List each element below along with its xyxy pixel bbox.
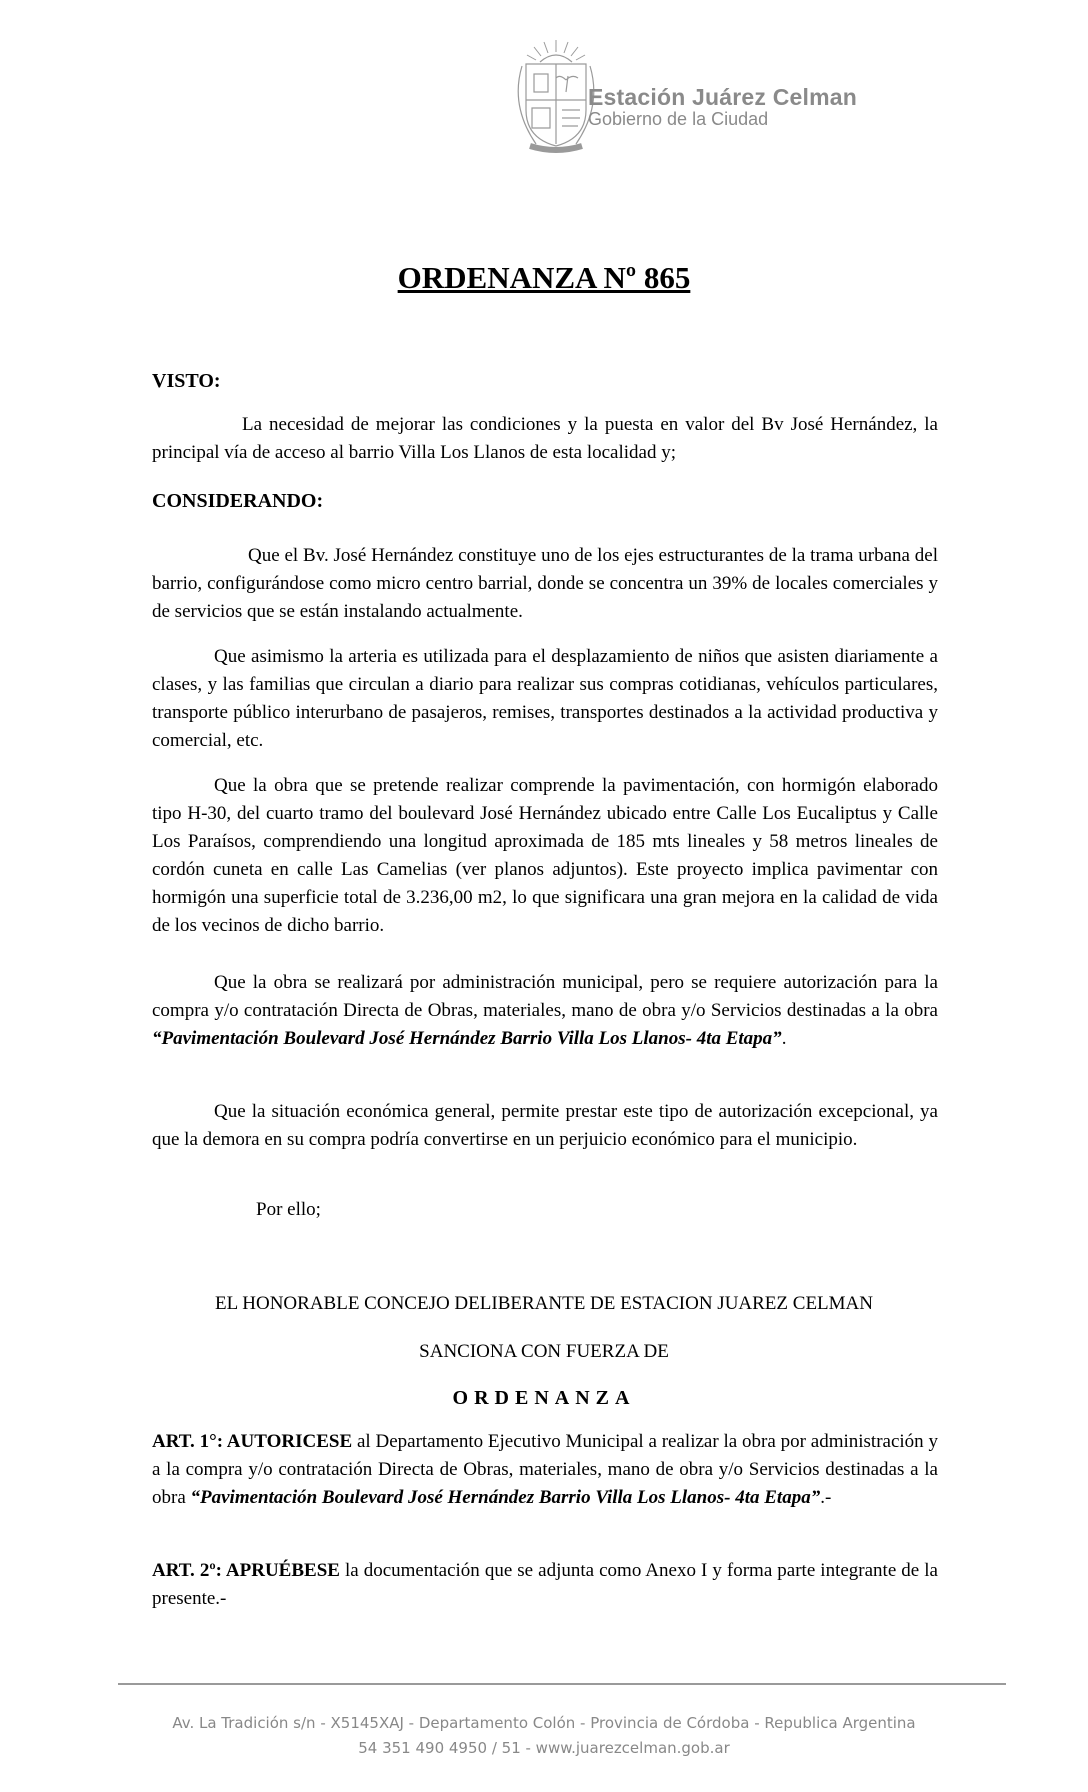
- considerando-paragraph-5: Que la situación económica general, permite prestar este tipo de autorización excepcional, ya que la demora en su compra podría convertirse en un perjuicio económico para el municipio.: [152, 1101, 938, 1150]
- article-2-label: ART. 2º: APRUÉBESE: [152, 1560, 340, 1581]
- footer-divider: [118, 1683, 1006, 1685]
- article-2-text: la documentación que se adjunta como Anexo I y forma parte integrante de la presente.-: [152, 1560, 938, 1609]
- article-2: [152, 1557, 938, 1613]
- page-title: ORDENANZA Nº 865: [397, 260, 691, 295]
- article-1-label: ART. 1°: AUTORICESE: [152, 1431, 353, 1452]
- considerando-paragraph-1: Que el Bv. José Hernández constituye uno de los ejes estructurantes de la trama urbana del barrio, configurándose como micro centro barrial, donde se concentra un 39% de locales comerciales y de servicios que se están instalando actualmente.: [152, 545, 938, 622]
- brand-name: Estación Juárez Celman: [588, 84, 858, 110]
- article-1-text: al Departamento Ejecutivo Municipal a realizar la obra por administración y a la compra y/o contratación Directa de Obras, materiales, mano de obra y/o Servicios destinadas a la obra: [152, 1431, 939, 1508]
- footer-address: Av. La Tradición s/n - X5145XAJ - Departamento Colón - Provincia de Córdoba - Republica Argentina: [172, 1714, 916, 1732]
- concejo-line: EL HONORABLE CONCEJO DELIBERANTE DE ESTACION JUAREZ CELMAN: [215, 1293, 873, 1314]
- project-name-emphasis: “Pavimentación Boulevard José Hernández Barrio Villa Los Llanos- 4ta Etapa”: [152, 1028, 782, 1049]
- sanciona-line: SANCIONA CON FUERZA DE: [419, 1341, 669, 1362]
- visto-text: La necesidad de mejorar las condiciones y la puesta en valor del Bv José Hernández, la principal vía de acceso al barrio Villa Los Llanos de esta localidad y;: [152, 414, 938, 463]
- visto-heading: VISTO:: [152, 370, 221, 392]
- article-1: [152, 1428, 938, 1512]
- brand-subtitle: Gobierno de la Ciudad: [588, 109, 769, 129]
- considerando-paragraph-2: Que asimismo la arteria es utilizada para el desplazamiento de niños que asisten diariamente a clases, y las familias que circulan a diario para realizar sus compras cotidianas, vehículos particulares, transporte público interurbano de pasajeros, remises, transportes destinados a la actividad productiva y comercial, etc.: [152, 646, 938, 751]
- article-1-end: .-: [820, 1487, 832, 1508]
- ordenanza-heading: ORDENANZA: [452, 1387, 636, 1409]
- brand-block: [588, 84, 857, 130]
- paragraph-4-text: Que la obra se realizará por administración municipal, pero se requiere autorización para la compra y/o contratación Directa de Obras, materiales, mano de obra y/o Servicios destinadas a la obra: [152, 972, 938, 1021]
- considerando-paragraph-3: Que la obra que se pretende realizar comprende la pavimentación, con hormigón elaborado tipo H-30, del cuarto tramo del boulevard José Hernández ubicado entre Calle Los Eucaliptus y Calle Los Paraísos, comprendiendo una longitud aproximada de 185 mts lineales y 58 metros lineales de cordón cuneta en calle Las Camelias (ver planos adjuntos). Este proyecto implica pavimentar con hormigón una superficie total de 3.236,00 m2, lo que significara una gran mejora en la calidad de vida de los vecinos de dicho barrio.: [152, 775, 938, 936]
- footer-contact: 54 351 490 4950 / 51 - www.juarezcelman.gob.ar: [358, 1739, 730, 1757]
- considerando-heading: CONSIDERANDO:: [152, 490, 324, 512]
- considerando-paragraph-4: [152, 969, 938, 1053]
- article-1-project-name: “Pavimentación Boulevard José Hernández Barrio Villa Los Llanos- 4ta Etapa”: [190, 1487, 821, 1508]
- por-ello: Por ello;: [256, 1199, 321, 1220]
- paragraph-4-end: .: [781, 1028, 787, 1049]
